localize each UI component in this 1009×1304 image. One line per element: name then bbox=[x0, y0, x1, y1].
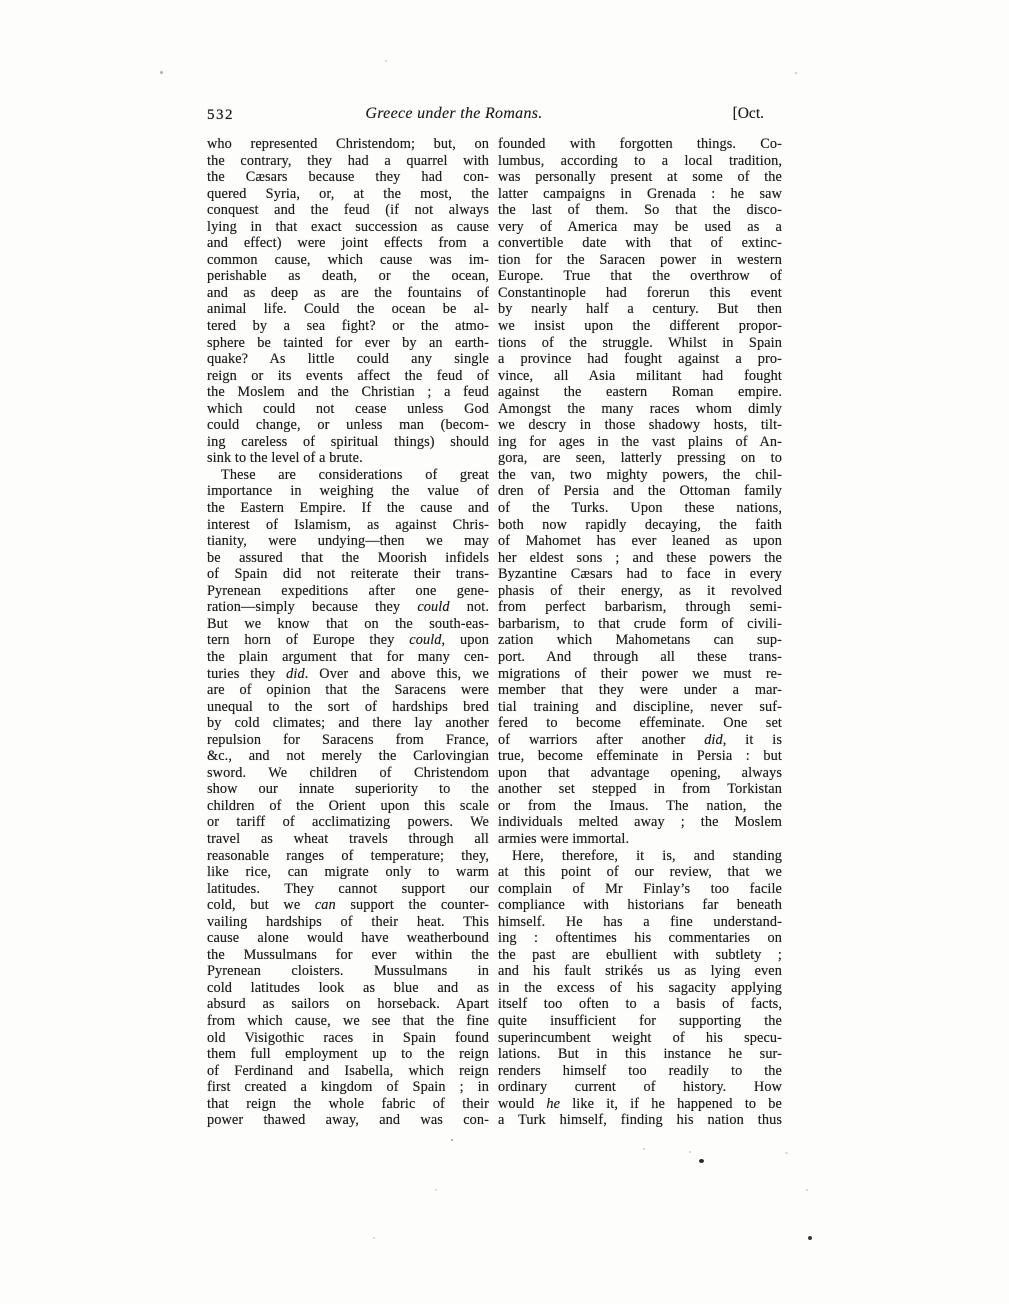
text-line: phasis of their energy, as it revolved bbox=[498, 582, 782, 599]
text-line: quite insufficient for supporting the bbox=[498, 1012, 782, 1029]
text-line: of warriors after another did, it is bbox=[498, 731, 782, 748]
text-line: travel as wheat travels through all bbox=[207, 830, 489, 847]
text-line: first created a kingdom of Spain ; in bbox=[207, 1079, 489, 1096]
text-line: perishable as death, or the ocean, bbox=[207, 268, 489, 285]
text-line: children of the Orient upon this scale bbox=[207, 797, 489, 814]
text-line: absurd as sailors on horseback. Apart bbox=[207, 996, 489, 1013]
text-line: lying in that exact succession as cause bbox=[207, 218, 489, 235]
text-line: turies they did. Over and above this, we bbox=[207, 665, 489, 682]
left-text-column bbox=[207, 136, 489, 1129]
text-line: &c., and not merely the Carlovingian bbox=[207, 748, 489, 765]
text-line: the Cæsars because they had con- bbox=[207, 169, 489, 186]
text-line: very of America may be used as a bbox=[498, 218, 782, 235]
text-line: barbarism, to that crude form of civili- bbox=[498, 615, 782, 632]
text-line: another set stepped in from Torkistan bbox=[498, 781, 782, 798]
text-line: migrations of their power we must re- bbox=[498, 665, 782, 682]
text-line: and effect) were joint effects from a bbox=[207, 235, 489, 252]
page-number: 532 bbox=[207, 107, 234, 123]
text-line: common cause, which cause was im- bbox=[207, 251, 489, 268]
issue-date-label: [Oct. bbox=[732, 105, 764, 122]
text-line: Europe. True that the overthrow of bbox=[498, 268, 782, 285]
text-line: convertible date with that of extinc- bbox=[498, 235, 782, 252]
text-line: Pyrenean cloisters. Mussulmans in bbox=[207, 963, 489, 980]
text-line: of Ferdinand and Isabella, which reign bbox=[207, 1062, 489, 1079]
text-line: of Spain did not reiterate their trans- bbox=[207, 566, 489, 583]
text-line: old Visigothic races in Spain found bbox=[207, 1029, 489, 1046]
text-line: conquest and the feud (if not always bbox=[207, 202, 489, 219]
text-line: was personally present at some of the bbox=[498, 169, 782, 186]
text-line: quake? As little could any single bbox=[207, 351, 489, 368]
scan-speck bbox=[806, 1189, 808, 1191]
text-line: which could not cease unless God bbox=[207, 400, 489, 417]
text-line: tion for the Saracen power in western bbox=[498, 251, 782, 268]
scan-speck bbox=[385, 60, 387, 62]
text-line: member that they were under a mar- bbox=[498, 682, 782, 699]
text-line: unequal to the sort of hardships bred bbox=[207, 698, 489, 715]
text-line: in the excess of his sagacity applying bbox=[498, 979, 782, 996]
text-line: lations. But in this instance he sur- bbox=[498, 1046, 782, 1063]
text-line: sword. We children of Christendom bbox=[207, 764, 489, 781]
text-line: could change, or unless man (becom- bbox=[207, 417, 489, 434]
text-line: from which cause, we see that the fine bbox=[207, 1012, 489, 1029]
scan-speck bbox=[643, 1148, 645, 1150]
text-line: Constantinople had forerun this event bbox=[498, 284, 782, 301]
text-line: upon that advantage opening, always bbox=[498, 764, 782, 781]
text-line: renders himself too readily to the bbox=[498, 1062, 782, 1079]
text-line: or from the Imaus. The nation, the bbox=[498, 797, 782, 814]
text-line: ordinary current of history. How bbox=[498, 1079, 782, 1096]
text-line: cause alone would have weatherbound bbox=[207, 930, 489, 947]
text-line: Byzantine Cæsars had to face in every bbox=[498, 566, 782, 583]
text-line: Amongst the many races whom dimly bbox=[498, 400, 782, 417]
scan-speck bbox=[160, 71, 163, 74]
text-line: tial training and discipline, never suf- bbox=[498, 698, 782, 715]
text-line: cold latitudes look as blue and as bbox=[207, 979, 489, 996]
text-line: by nearly half a century. But then bbox=[498, 301, 782, 318]
text-line: from perfect barbarism, through semi- bbox=[498, 599, 782, 616]
text-line: at this point of our review, that we bbox=[498, 864, 782, 881]
text-line: the last of them. So that the disco- bbox=[498, 202, 782, 219]
text-line: compliance with historians far beneath bbox=[498, 897, 782, 914]
text-line: superincumbent weight of his specu- bbox=[498, 1029, 782, 1046]
text-line: the Eastern Empire. If the cause and bbox=[207, 500, 489, 517]
text-line: are of opinion that the Saracens were bbox=[207, 682, 489, 699]
text-line: we descry in those shadowy hosts, tilt- bbox=[498, 417, 782, 434]
text-line: the van, two mighty powers, the chil- bbox=[498, 466, 782, 483]
text-line: reasonable ranges of temperature; they, bbox=[207, 847, 489, 864]
scan-speck bbox=[795, 72, 797, 74]
text-line: ing for ages in the vast plains of An- bbox=[498, 433, 782, 450]
text-line: power thawed away, and was con- bbox=[207, 1112, 489, 1129]
text-line: interest of Islamism, as against Chris- bbox=[207, 516, 489, 533]
text-line: Pyrenean expeditions after one gene- bbox=[207, 582, 489, 599]
text-line: ing : oftentimes his commentaries on bbox=[498, 930, 782, 947]
text-line: like rice, can migrate only to warm bbox=[207, 864, 489, 881]
text-line: a province had fought against a pro- bbox=[498, 351, 782, 368]
text-line: show our innate superiority to the bbox=[207, 781, 489, 798]
text-line: the contrary, they had a quarrel with bbox=[207, 152, 489, 169]
text-line: the Mussulmans for ever within the bbox=[207, 946, 489, 963]
scan-speck bbox=[435, 1189, 437, 1191]
text-line: who represented Christendom; but, on bbox=[207, 136, 489, 152]
text-line: complain of Mr Finlay’s too facile bbox=[498, 880, 782, 897]
text-line: Here, therefore, it is, and standing bbox=[512, 847, 782, 864]
text-line: be assured that the Moorish infidels bbox=[207, 549, 489, 566]
text-line: would he like it, if he happened to be bbox=[498, 1095, 782, 1112]
text-line: both now rapidly decaying, the faith bbox=[498, 516, 782, 533]
text-line: sphere be tainted for ever by an earth- bbox=[207, 334, 489, 351]
text-line: gora, are seen, latterly pressing on to bbox=[498, 450, 782, 467]
text-line: and as deep as are the fountains of bbox=[207, 284, 489, 301]
scan-speck bbox=[451, 1139, 453, 1141]
text-line: of Mahomet has ever leaned as upon bbox=[498, 533, 782, 550]
text-line: tern horn of Europe they could, upon bbox=[207, 632, 489, 649]
text-line: the plain argument that for many cen- bbox=[207, 648, 489, 665]
text-line: importance in weighing the value of bbox=[207, 483, 489, 500]
text-line: tianity, were undying—then we may bbox=[207, 533, 489, 550]
text-line: tered by a sea fight? or the atmo- bbox=[207, 318, 489, 335]
text-line: zation which Mahometans can sup- bbox=[498, 632, 782, 649]
text-line: sink to the level of a brute. bbox=[207, 450, 363, 467]
text-line: founded with forgotten things. Co- bbox=[498, 136, 782, 152]
text-line: individuals melted away ; the Moslem bbox=[498, 814, 782, 831]
running-title: Greece under the Romans. bbox=[365, 105, 543, 122]
text-line: or tariff of acclimatizing powers. We bbox=[207, 814, 489, 831]
text-line: But we know that on the south-eas- bbox=[207, 615, 489, 632]
text-line: vailing hardships of their heat. This bbox=[207, 913, 489, 930]
scan-speck bbox=[699, 1159, 704, 1163]
text-line: ing careless of spiritual things) should bbox=[207, 433, 489, 450]
text-line: quered Syria, or, at the most, the bbox=[207, 185, 489, 202]
scan-speck bbox=[373, 1237, 375, 1239]
text-line: port. And through all these trans- bbox=[498, 648, 782, 665]
text-line: latitudes. They cannot support our bbox=[207, 880, 489, 897]
text-line: of the Turks. Upon these nations, bbox=[498, 500, 782, 517]
text-line: the Moslem and the Christian ; a feud bbox=[207, 384, 489, 401]
text-line: that reign the whole fabric of their bbox=[207, 1095, 489, 1112]
text-line: true, become effeminate in Persia : but bbox=[498, 748, 782, 765]
text-line: against the eastern Roman empire. bbox=[498, 384, 782, 401]
text-line: These are considerations of great bbox=[221, 466, 489, 483]
text-line: himself. He has a fine understand- bbox=[498, 913, 782, 930]
text-line: animal life. Could the ocean be al- bbox=[207, 301, 489, 318]
text-line: latter campaigns in Grenada : he saw bbox=[498, 185, 782, 202]
scan-speck bbox=[689, 1151, 691, 1153]
text-line: vince, all Asia militant had fought bbox=[498, 367, 782, 384]
text-line: armies were immortal. bbox=[498, 830, 630, 847]
text-line: fered to become effeminate. One set bbox=[498, 715, 782, 732]
text-line: lumbus, according to a local tradition, bbox=[498, 152, 782, 169]
text-line: by cold climates; and there lay another bbox=[207, 715, 489, 732]
right-text-column bbox=[498, 136, 782, 1129]
text-line: reign or its events affect the feud of bbox=[207, 367, 489, 384]
text-line: tions of the struggle. Whilst in Spain bbox=[498, 334, 782, 351]
text-line: ration—simply because they could not. bbox=[207, 599, 489, 616]
text-line: repulsion for Saracens from France, bbox=[207, 731, 489, 748]
text-line: cold, but we can support the counter- bbox=[207, 897, 489, 914]
text-line: and his fault strikés us as lying even bbox=[498, 963, 782, 980]
text-line: a Turk himself, finding his nation thus bbox=[498, 1112, 782, 1129]
text-line: them full employment up to the reign bbox=[207, 1046, 489, 1063]
scan-speck bbox=[808, 1236, 812, 1240]
scan-speck bbox=[785, 1152, 788, 1154]
text-line: itself too often to a basis of facts, bbox=[498, 996, 782, 1013]
text-line: her eldest sons ; and these powers the bbox=[498, 549, 782, 566]
text-line: dren of Persia and the Ottoman family bbox=[498, 483, 782, 500]
text-line: the past are ebullient with subtlety ; bbox=[498, 946, 782, 963]
text-line: we insist upon the different propor- bbox=[498, 318, 782, 335]
